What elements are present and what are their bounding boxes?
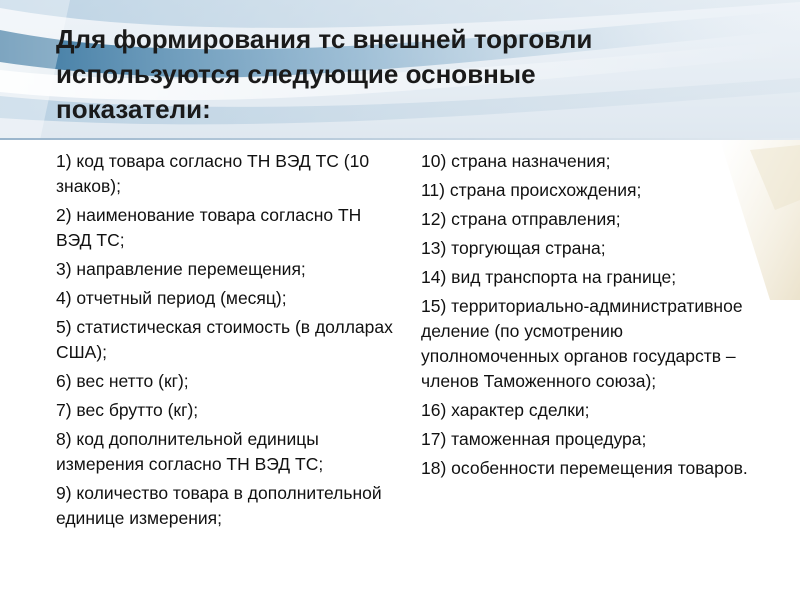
list-item: 10) страна назначения;: [421, 151, 611, 171]
indicator-list-left: [56, 149, 401, 535]
list-item: 1) код товара согласно ТН ВЭД ТС (10 знаков);: [56, 151, 370, 196]
list-item: 7) вес брутто (кг);: [56, 400, 199, 420]
slide-header: [0, 0, 800, 140]
list-item: 5) статистическая стоимость (в долларах США);: [56, 317, 393, 362]
list-item: 3) направление перемещения;: [56, 259, 306, 279]
indicator-list-right: [421, 149, 761, 485]
list-item: 13) торгующая страна;: [421, 238, 606, 258]
list-item: 16) характер сделки;: [421, 400, 590, 420]
list-item: 8) код дополнительной единицы измерения согласно ТН ВЭД ТС;: [56, 429, 324, 474]
list-item: 14) вид транспорта на границе;: [421, 267, 677, 287]
list-item: 6) вес нетто (кг);: [56, 371, 189, 391]
list-item: 2) наименование товара согласно ТН ВЭД ТС;: [56, 205, 362, 250]
list-item: 17) таможенная процедура;: [421, 429, 647, 449]
list-item: 15) территориально-административное деление (по усмотрению уполномоченных органов государств – членов Таможенного союза);: [421, 296, 743, 391]
list-item: 4) отчетный период (месяц);: [56, 288, 287, 308]
slide-title: Для формирования тс внешней торговли используются следующие основные показатели:: [56, 24, 593, 124]
list-item: 18) особенности перемещения товаров.: [421, 458, 748, 478]
list-item: 9) количество товара в дополнительной единице измерения;: [56, 483, 382, 528]
list-item: 12) страна отправления;: [421, 209, 621, 229]
list-item: 11) страна происхождения;: [421, 180, 642, 200]
